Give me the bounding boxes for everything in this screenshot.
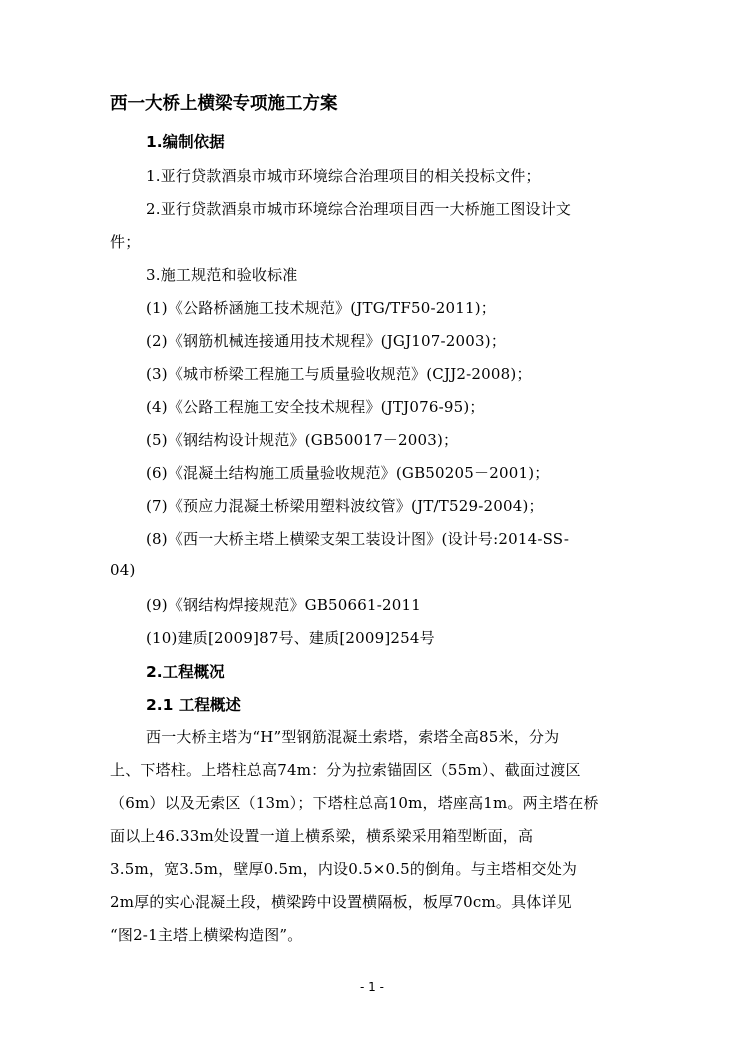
ref-item-6: (6)《混凝土结构施工质量验收规范》(GB50205－2001)； [146,464,550,482]
basis-item-2-cont: 件； [110,233,141,251]
section-heading-overview: 2.工程概况 [146,663,225,681]
document-title: 西一大桥上横梁专项施工方案 [110,94,338,114]
ref-item-5: (5)《钢结构设计规范》(GB50017－2003)； [146,431,459,449]
basis-item-3: 3.施工规范和验收标准 [146,266,298,284]
subsection-heading: 2.1 工程概述 [146,696,241,714]
overview-line-7: “图2-1主塔上横梁构造图”。 [110,926,303,944]
overview-line-3: （6m）以及无索区（13m）；下塔柱总高10m，塔座高1m。两主塔在桥 [110,794,599,812]
section-heading-basis: 1.编制依据 [146,133,225,151]
ref-item-10: (10)建质[2009]87号、建质[2009]254号 [146,629,435,647]
overview-line-5: 3.5m，宽3.5m，壁厚0.5m，内设0.5×0.5的倒角。与主塔相交处为 [110,860,578,878]
overview-line-6: 2m厚的实心混凝土段，横梁跨中设置横隔板，板厚70cm。具体详见 [110,893,572,911]
basis-item-2: 2.亚行贷款酒泉市城市环境综合治理项目西一大桥施工图设计文 [146,200,572,218]
ref-item-1: (1)《公路桥涵施工技术规范》(JTG/TF50-2011)； [146,299,496,317]
ref-item-8-cont: 04) [110,561,136,579]
overview-line-4: 面以上46.33m处设置一道上横系梁，横系梁采用箱型断面，高 [110,827,534,845]
ref-item-7: (7)《预应力混凝土桥梁用塑料波纹管》(JT/T529-2004)； [146,497,544,515]
page-number: - 1 - [360,980,384,994]
overview-line-1: 西一大桥主塔为“H”型钢筋混凝土索塔，索塔全高85米，分为 [146,728,560,746]
basis-item-1: 1.亚行贷款酒泉市城市环境综合治理项目的相关投标文件； [146,167,541,185]
ref-item-3: (3)《城市桥梁工程施工与质量验收规范》(CJJ2-2008)； [146,365,532,383]
ref-item-9: (9)《钢结构焊接规范》GB50661-2011 [146,596,422,614]
ref-item-2: (2)《钢筋机械连接通用技术规程》(JGJ107-2003)； [146,332,507,350]
ref-item-4: (4)《公路工程施工安全技术规程》(JTJ076-95)； [146,398,485,416]
overview-line-2: 上、下塔柱。上塔柱总高74m：分为拉索锚固区（55m）、截面过渡区 [110,761,581,779]
ref-item-8: (8)《西一大桥主塔上横梁支架工装设计图》(设计号:2014-SS- [146,530,570,548]
